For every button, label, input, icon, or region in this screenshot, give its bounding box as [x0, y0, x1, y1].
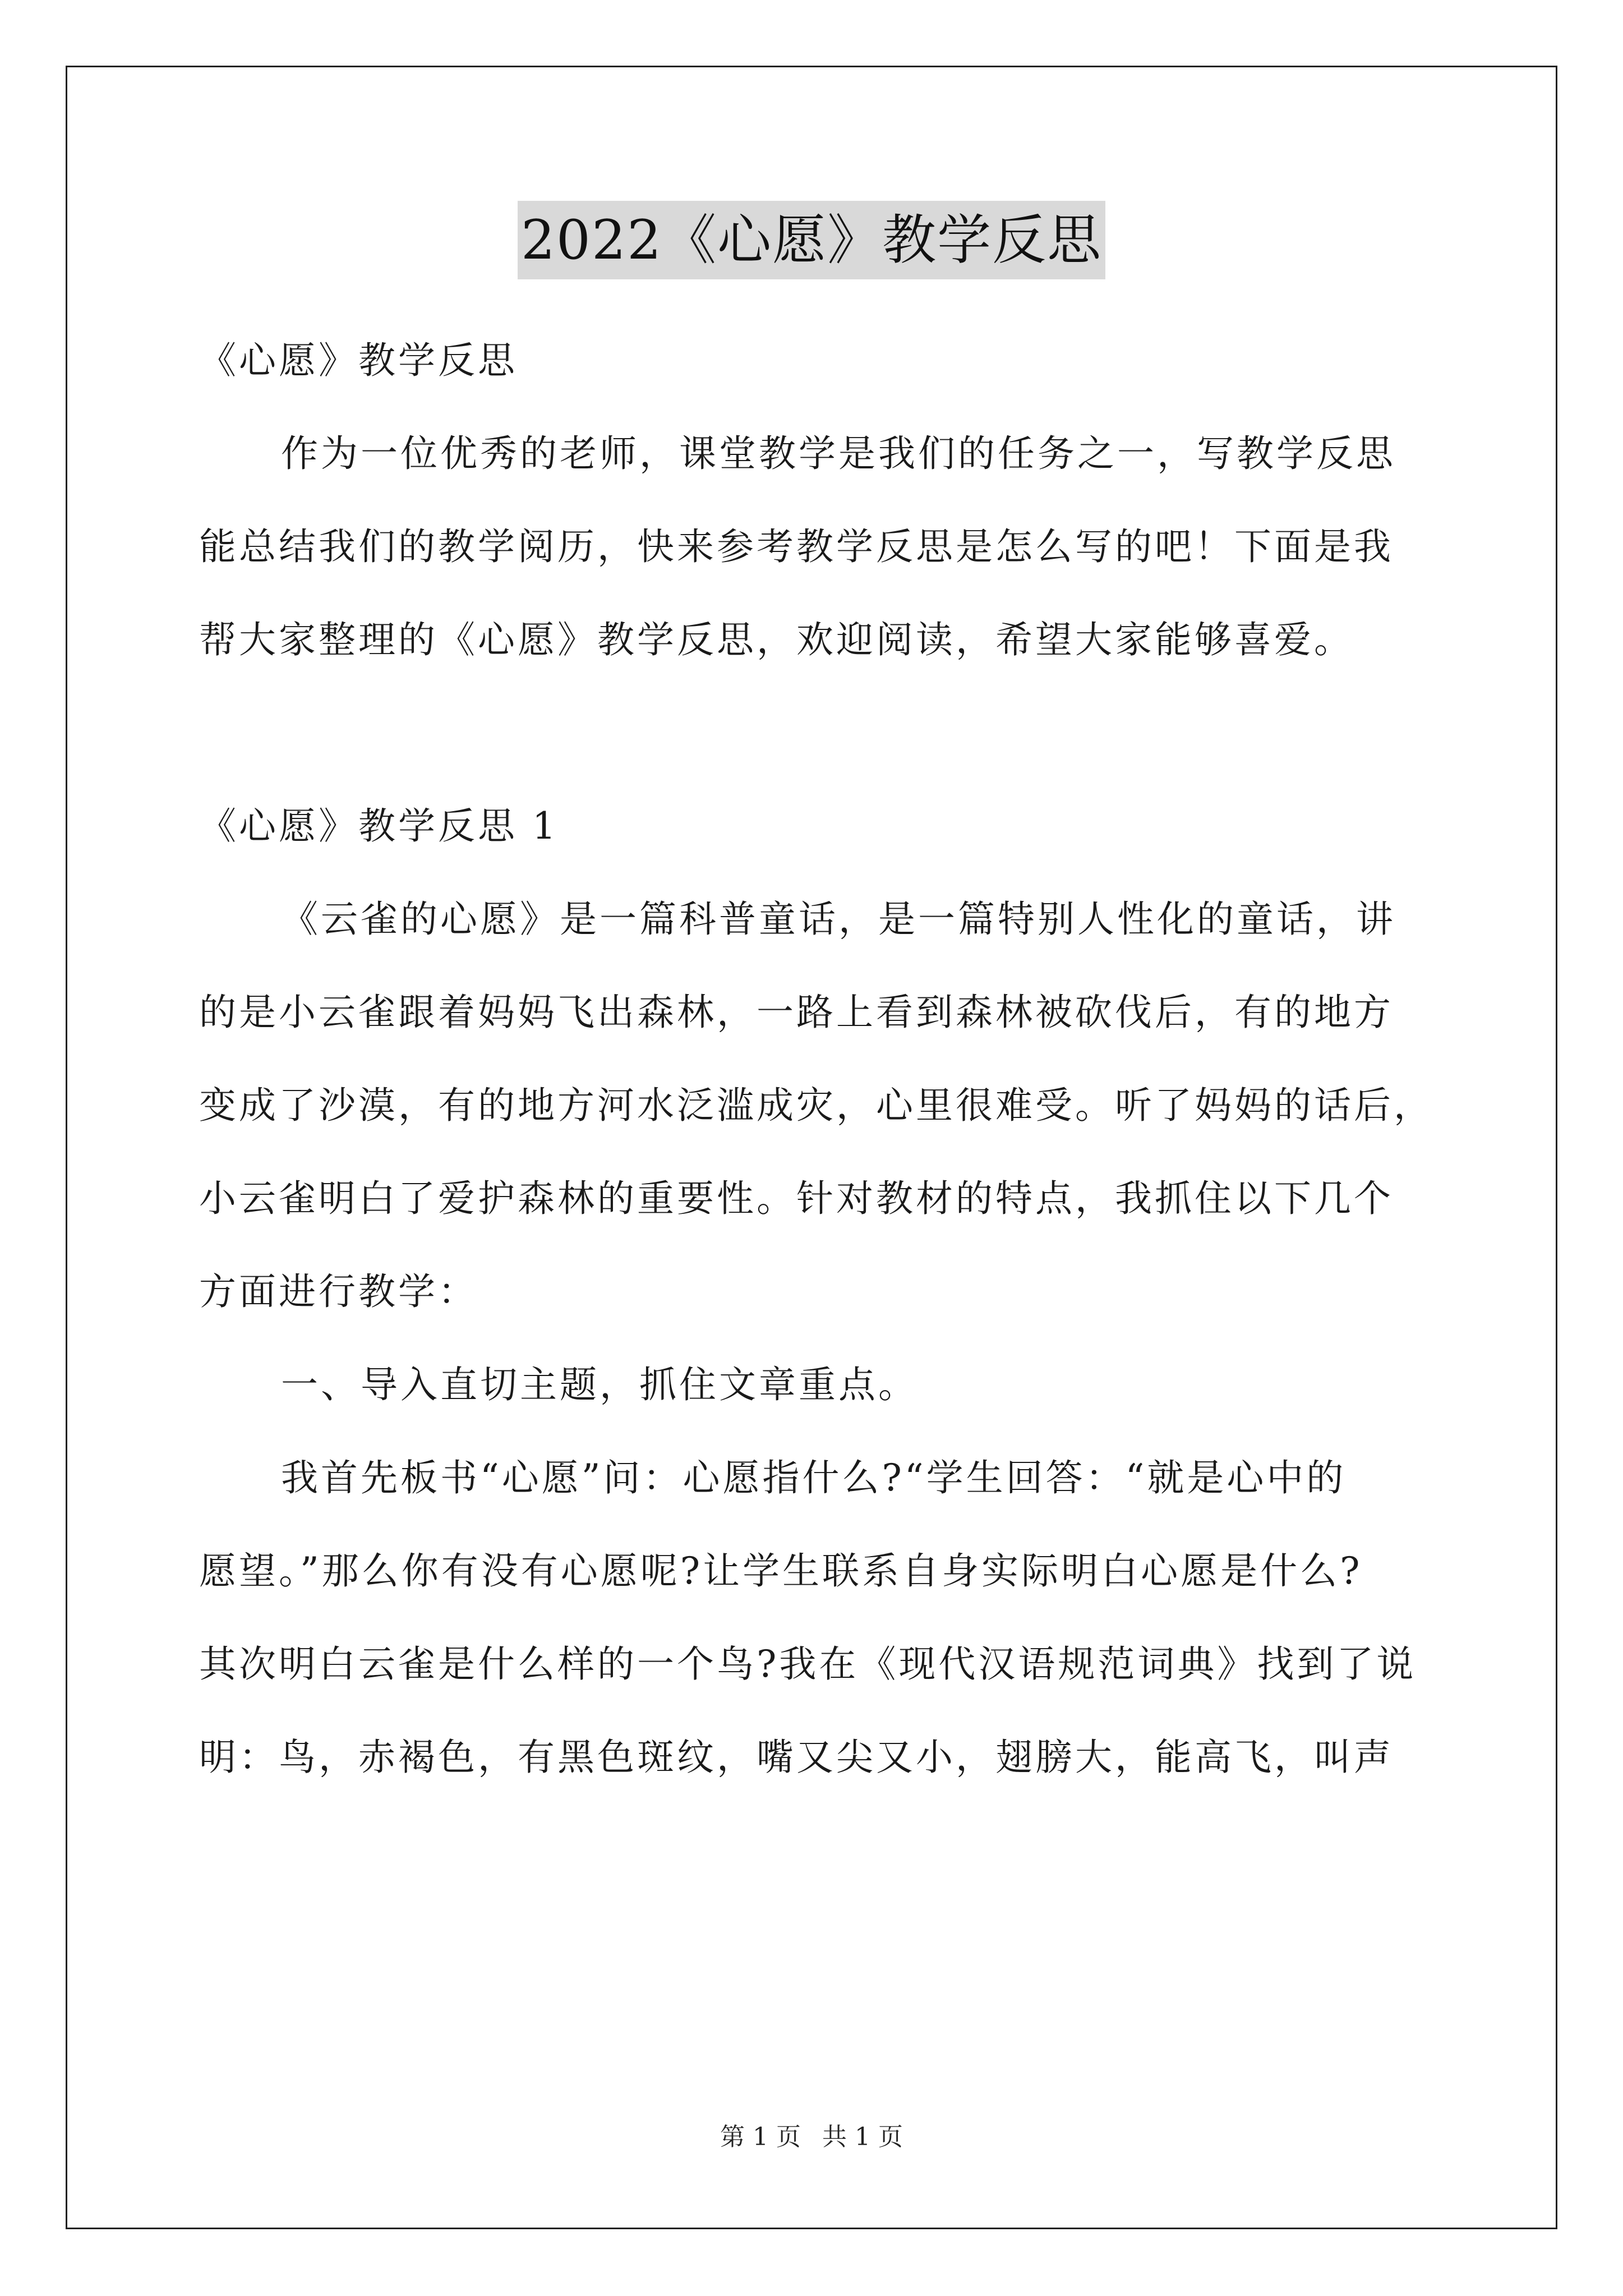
page-footer — [0, 2120, 1623, 2154]
document-title: 2022《心愿》教学反思 — [518, 201, 1105, 279]
document-body — [199, 314, 1438, 1804]
intro-line: 能总结我们的教学阅历，快来参考教学反思是怎么写的吧！下面是我 — [199, 525, 1394, 568]
subtitle: 《心愿》教学反思 — [199, 339, 518, 382]
paragraph-line: 愿望。”那么你有没有心愿呢?让学生联系自身实际明白心愿是什么? — [199, 1549, 1363, 1593]
section-heading: 《心愿》教学反思 1 — [199, 804, 559, 848]
title-wrap — [0, 201, 1623, 279]
page-total: 共 1 页 — [822, 2123, 903, 2151]
paragraph-line: 的是小云雀跟着妈妈飞出森林，一路上看到森林被砍伐后，有的地方 — [199, 991, 1394, 1034]
paragraph-line: 我首先板书“心愿”问：心愿指什么?“学生回答：“就是心中的 — [281, 1456, 1347, 1499]
paragraph-gap — [199, 687, 1438, 780]
point-heading: 一、导入直切主题，抓住文章重点。 — [281, 1363, 918, 1406]
paragraph-line: 《云雀的心愿》是一篇科普童话，是一篇特别人性化的童话，讲 — [281, 898, 1396, 941]
paragraph-line: 变成了沙漠，有的地方河水泛滥成灾，心里很难受。听了妈妈的话后， — [199, 1084, 1433, 1127]
paragraph-line: 小云雀明白了爱护森林的重要性。针对教材的特点，我抓住以下几个 — [199, 1177, 1394, 1220]
intro-line: 帮大家整理的《心愿》教学反思，欢迎阅读，希望大家能够喜爱。 — [199, 618, 1354, 661]
intro-line: 作为一位优秀的老师，课堂教学是我们的任务之一，写教学反思 — [281, 432, 1396, 475]
paragraph-line: 明：鸟，赤褐色，有黑色斑纹，嘴又尖又小，翅膀大，能高飞，叫声 — [199, 1736, 1394, 1779]
paragraph-line: 其次明白云雀是什么样的一个鸟?我在《现代汉语规范词典》找到了说 — [199, 1642, 1417, 1686]
page-number: 第 1 页 — [720, 2123, 801, 2151]
paragraph-line: 方面进行教学： — [199, 1270, 478, 1313]
